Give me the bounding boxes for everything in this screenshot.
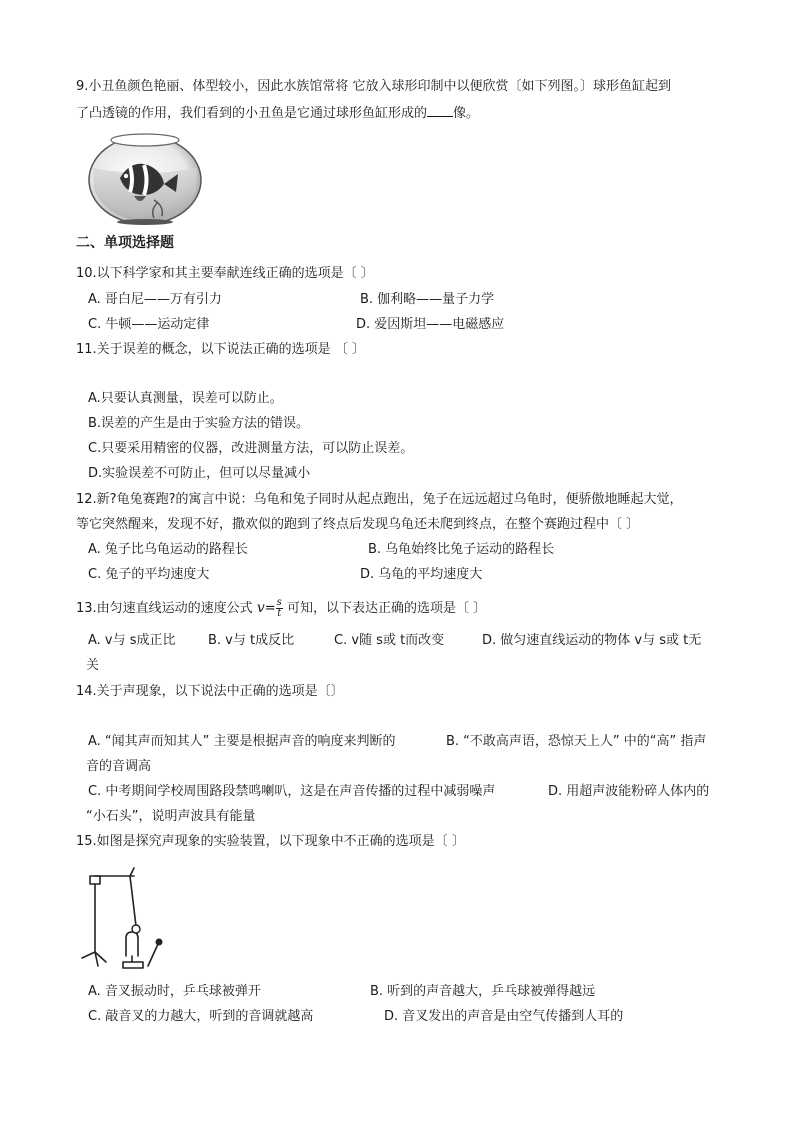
q15-option-b[interactable]: B. 听到的声音越大，乒乓球被弹得越远 (370, 984, 596, 999)
q12-option-a[interactable]: A. 兔子比乌龟运动的路程长 (88, 542, 248, 557)
q13-option-a[interactable]: A. v与 s成正比 (88, 633, 176, 648)
q9-line2-post: 像。 (453, 106, 480, 121)
q14-option-d-cont: “小石头”，说明声波具有能量 (86, 809, 256, 824)
q9-line2 (76, 104, 479, 123)
q14-option-b-cont: 音的音调高 (86, 759, 152, 774)
q10-option-a[interactable]: A. 哥白尼——万有引力 (88, 292, 222, 307)
q10-stem: 10.以下科学家和其主要奉献连线正确的选项是〔 〕 (76, 266, 374, 281)
q15-stem: 15.如图是探究声现象的实验装置，以下现象中不正确的选项是〔 〕 (76, 834, 465, 849)
q11-stem: 11.关于误差的概念，以下说法正确的选项是 〔 〕 (76, 342, 365, 357)
q13-stem-post: 可知，以下表达正确的选项是〔 〕 (286, 601, 487, 616)
q10-option-c[interactable]: C. 牛顿——运动定律 (88, 317, 210, 332)
q13-formula-fraction (276, 598, 283, 619)
q14-option-a[interactable]: A. “闻其声而知其人” 主要是根据声音的响度来判断的 (88, 734, 396, 749)
q15-option-d[interactable]: D. 音叉发出的声音是由空气传播到人耳的 (384, 1009, 624, 1024)
q12-option-d[interactable]: D. 乌龟的平均速度大 (360, 567, 483, 582)
q13-stem-pre: 13.由匀速直线运动的速度公式 (76, 601, 253, 616)
q12-option-c[interactable]: C. 兔子的平均速度大 (88, 567, 210, 582)
q13-formula-eq: = (264, 601, 276, 616)
section-title: 二、单项选择题 (76, 235, 174, 251)
q11-option-d[interactable]: D.实验误差不可防止，但可以尽量减小 (88, 466, 311, 481)
q11-option-a[interactable]: A.只要认真测量，误差可以防止。 (88, 391, 283, 406)
q13-stem (76, 597, 486, 620)
q14-stem: 14.关于声现象，以下说法中正确的选项是〔〕 (76, 684, 344, 699)
q13-formula-v: v (256, 600, 265, 616)
ping-pong-ball-icon (132, 925, 140, 933)
q14-option-c[interactable]: C. 中考期间学校周围路段禁鸣喇叭，这是在声音传播的过程中减弱噪声 (88, 784, 496, 799)
q11-option-c[interactable]: C.只要采用精密的仪器，改进测量方法，可以防止误差。 (88, 441, 414, 456)
q13-option-b[interactable]: B. v与 t成反比 (208, 633, 295, 648)
q15-option-c[interactable]: C. 敲音叉的力越大，听到的音调就越高 (88, 1009, 314, 1024)
q14-option-d[interactable]: D. 用超声波能粉碎人体内的 (548, 784, 710, 799)
q9-line2-pre: 了凸透镜的作用，我们看到的小丑鱼是它通过球形鱼缸形成的 (76, 106, 428, 121)
q15-option-a[interactable]: A. 音叉振动时，乒乓球被弹开 (88, 984, 261, 999)
q10-option-b[interactable]: B. 伽利略——量子力学 (360, 292, 495, 307)
mallet-head-icon (156, 939, 163, 946)
tuning-fork-apparatus-figure (76, 866, 166, 972)
q11-option-b[interactable]: B.误差的产生是由于实验方法的错误。 (88, 416, 310, 431)
q9-answer-blank (427, 104, 453, 117)
q10-option-d[interactable]: D. 爱因斯坦——电磁感应 (356, 317, 505, 332)
q13-formula-numerator: s (276, 597, 282, 608)
fishbowl-figure (84, 130, 206, 226)
q14-option-b[interactable]: B. “不敢高声语，恐惊天上人” 中的“高” 指声 (446, 734, 707, 749)
q13-option-d[interactable]: D. 做匀速直线运动的物体 v与 s或 t无 (482, 633, 702, 648)
q12-option-b[interactable]: B. 乌龟始终比兔子运动的路程长 (368, 542, 555, 557)
q13-option-c[interactable]: C. v随 s或 t而改变 (334, 633, 445, 648)
q13-formula-denominator: t (277, 608, 282, 619)
q13-option-d-cont: 关 (86, 658, 100, 673)
q12-line2: 等它突然醒来，发现不好，撒欢似的跑到了终点后发现乌龟还未爬到终点，在整个赛跑过程中〔 〕 (76, 517, 640, 532)
q12-line1: 12.新?龟兔赛跑?的寓言中说：乌龟和兔子同时从起点跑出，兔子在远远超过乌龟时，便骄傲地睡起大觉， (76, 492, 683, 507)
q9-line1: 9.小丑鱼颜色艳丽、体型较小，因此水族馆常将 它放入球形印制中以便欣赏〔如下列图。〕球形鱼缸起到 (76, 79, 672, 94)
